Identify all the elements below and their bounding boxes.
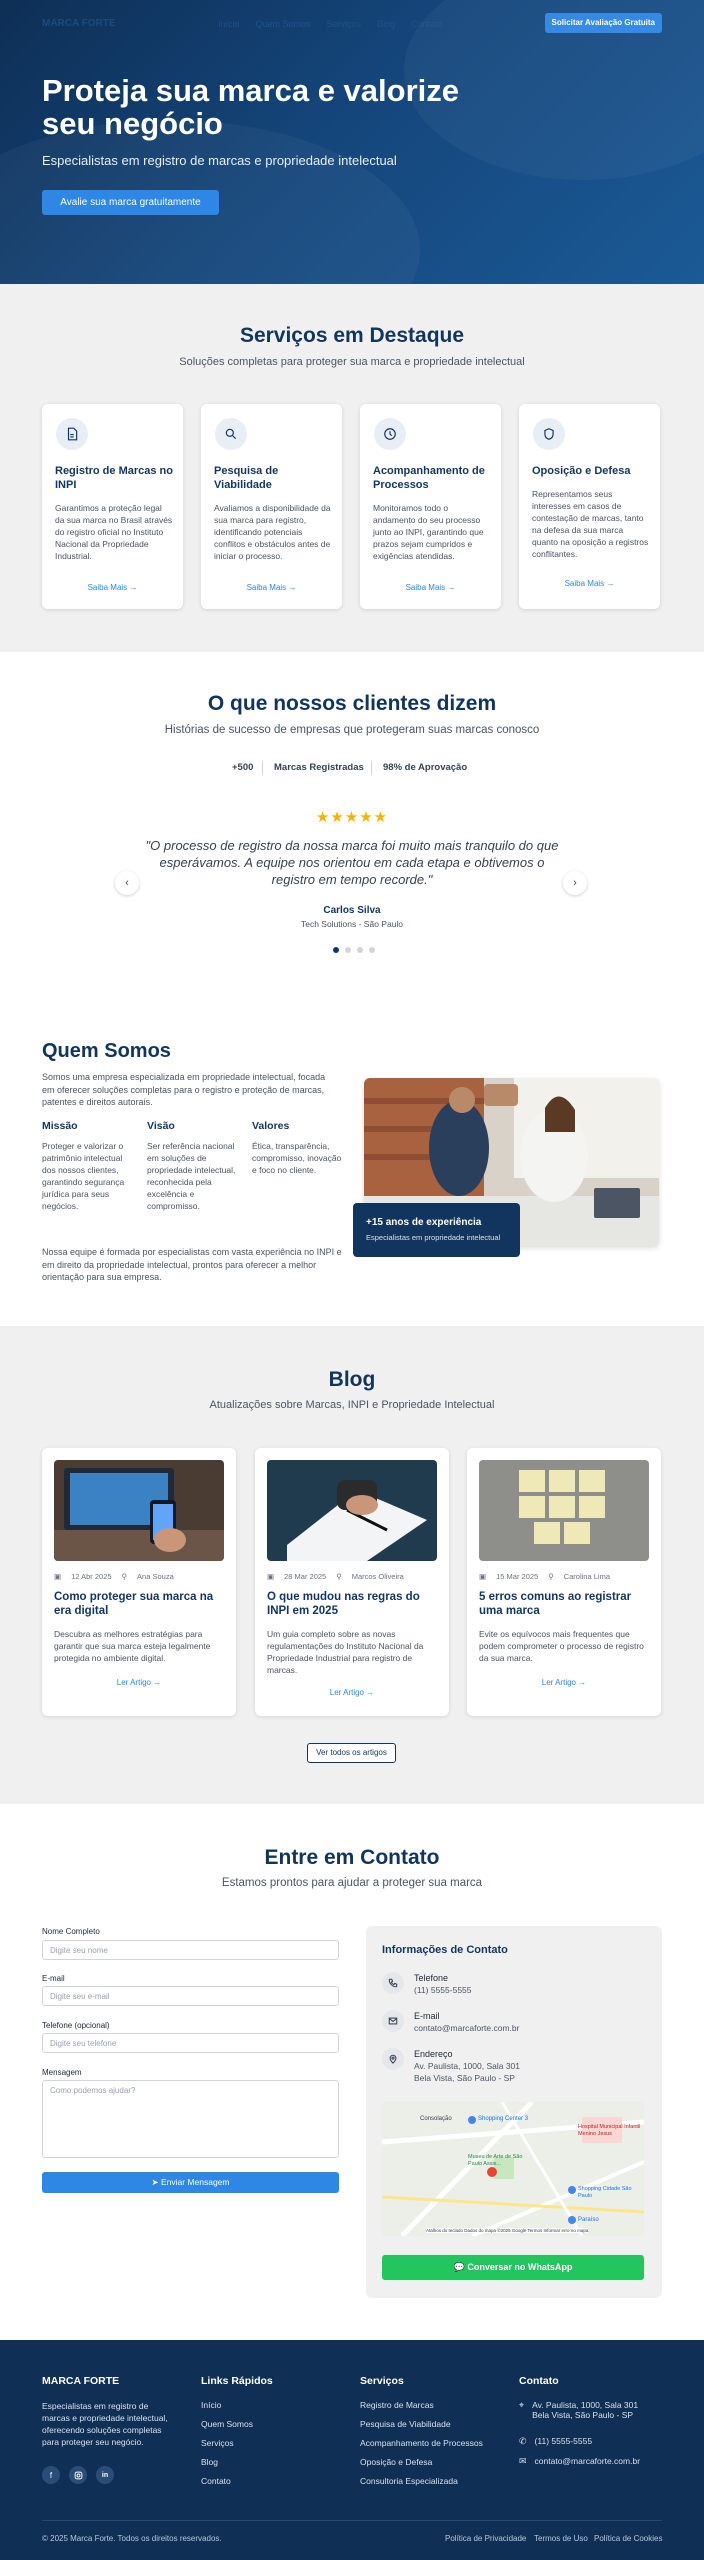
nav-item-quem-somos[interactable]: Quem Somos: [255, 19, 311, 29]
about-outro: Nossa equipe é formada por especialistas com vasta experiência no INPI e em direito da propriedade intelectual, prontos para oferecer a melhor orientação para sua empresa.: [42, 1247, 342, 1282]
blog-post-title[interactable]: O que mudou nas regras do INPI em 2025: [267, 1591, 420, 1617]
footer-cookies-link[interactable]: Política de Cookies: [594, 2534, 663, 2543]
about-title: Quem Somos: [42, 1040, 171, 1062]
map-attribution: Atalhos do teclado Dados do mapa ©2025 Google Termos Informar erro no mapa: [426, 2228, 589, 2233]
services-title: Serviços em Destaque: [239, 324, 465, 347]
blog-image-signing: [267, 1460, 437, 1561]
map-label: Consolação: [420, 2116, 452, 2122]
contact-info-title: Informações de Contato: [382, 1944, 508, 1956]
phone-input[interactable]: Digite seu telefone: [42, 2033, 339, 2053]
message-label: Mensagem: [42, 2068, 82, 2077]
contact-phone: Telefone (11) 5555-5555: [382, 1972, 472, 1996]
carousel-dot[interactable]: [333, 947, 339, 953]
blog-card[interactable]: [467, 1448, 661, 1716]
footer-service-link[interactable]: Consultoria Especializada: [360, 2476, 458, 2486]
mail-icon: [382, 2010, 404, 2032]
whatsapp-button[interactable]: 💬 Conversar no WhatsApp: [382, 2255, 644, 2280]
nav-menu: [218, 19, 443, 29]
footer-service-link[interactable]: Acompanhamento de Processos: [360, 2438, 483, 2448]
document-icon: [56, 418, 88, 450]
calendar-icon: ▣: [479, 1572, 487, 1581]
blog-image-sticky-notes: [479, 1460, 649, 1561]
service-title: Pesquisa de Viabilidade: [214, 465, 279, 491]
footer-address: ⌖ Av. Paulista, 1000, Sala 301 Bela Vista, São Paulo - SP: [519, 2400, 639, 2420]
experience-badge-subtitle: Especialistas em propriedade intelectual: [366, 1233, 501, 1242]
testimonials-title: O que nossos clientes dizem: [207, 692, 497, 715]
chevron-right-icon: ›: [573, 877, 577, 889]
footer-link-servicos[interactable]: Serviços: [201, 2438, 234, 2448]
user-icon: ⚲: [548, 1572, 554, 1581]
carousel-dot[interactable]: [345, 947, 351, 953]
footer-terms-link[interactable]: Termos de Uso: [534, 2534, 588, 2543]
blog-meta: ▣ 15 Mar 2025 ⚲ Carolina Lima: [479, 1572, 610, 1581]
services-subtitle: Soluções completas para proteger sua marca e propriedade intelectual: [179, 356, 525, 368]
footer-privacy-link[interactable]: Política de Privacidade: [445, 2534, 527, 2543]
footer-divider: [42, 2520, 662, 2521]
map-label: Paraíso: [578, 2217, 599, 2223]
blog-post-excerpt: Descubra as melhores estratégias para garantir que sua marca esteja legalmente protegida no ambiente digital.: [54, 1629, 211, 1663]
clock-icon: [374, 418, 406, 450]
map-pin-icon: [382, 2048, 404, 2070]
about-values: Valores Ética, transparência, compromisso, inovação e foco no cliente.: [252, 1120, 342, 1175]
email-label: E-mail: [42, 1974, 65, 1983]
testimonial-author: Carlos Silva: [323, 905, 381, 916]
service-text: Monitoramos todo o andamento do seu processo junto ao INPI, garantindo que prazos sejam cumpridos e exigências atendidas.: [373, 503, 484, 561]
footer-link-contato[interactable]: Contato: [201, 2476, 231, 2486]
experience-badge: [353, 1203, 520, 1257]
nav-item-contato[interactable]: Contato: [411, 19, 443, 29]
nav-item-blog[interactable]: Blog: [377, 19, 396, 29]
user-icon: ⚲: [336, 1572, 342, 1581]
linkedin-icon[interactable]: in: [96, 2466, 114, 2484]
submit-button[interactable]: ➤ Enviar Mensagem: [42, 2172, 339, 2193]
name-label: Nome Completo: [42, 1927, 100, 1936]
phone-icon: [382, 1972, 404, 1994]
hero-section: [0, 0, 704, 284]
footer-service-link[interactable]: Oposição e Defesa: [360, 2457, 433, 2467]
service-card: [201, 404, 342, 609]
phone-icon: ✆: [519, 2436, 527, 2446]
footer-service-link[interactable]: Pesquisa de Viabilidade: [360, 2419, 451, 2429]
testimonials-subtitle: Histórias de sucesso de empresas que protegeram suas marcas conosco: [164, 724, 540, 736]
footer-services-title: Serviços: [360, 2375, 404, 2387]
stat-divider: [371, 761, 372, 775]
carousel-prev-button[interactable]: [115, 871, 139, 895]
blog-card[interactable]: [255, 1448, 449, 1716]
blog-meta: ▣ 12 Abr 2025 ⚲ Ana Souza: [54, 1572, 174, 1581]
service-more-link[interactable]: Saiba Mais →: [87, 583, 138, 592]
message-textarea[interactable]: Como podemos ajudar?: [42, 2080, 339, 2158]
carousel-dot[interactable]: [369, 947, 375, 953]
footer-description: Especialistas em registro de marcas e propriedade intelectual, oferecendo soluções completas para proteger seu negócio.: [42, 2401, 168, 2447]
blog-subtitle: Atualizações sobre Marcas, INPI e Propriedade Intelectual: [209, 1399, 495, 1411]
map-label: Shopping Cidade São Paulo: [578, 2186, 632, 2199]
testimonial-quote: "O processo de registro da nossa marca foi muito mais tranquilo do que esperávamos. A equipe nos orientou em cada etapa e obtivemos o registro em tempo recorde.": [145, 838, 559, 887]
blog-post-excerpt: Evite os equívocos mais frequentes que podem comprometer o processo de registro da sua marca.: [479, 1629, 644, 1663]
about-intro: Somos uma empresa especializada em propriedade intelectual, focada em oferecer soluções completas para o registro e proteção de marcas, patentes e direitos autorais.: [42, 1072, 326, 1107]
hero-subtitle: Especialistas em registro de marcas e propriedade intelectual: [42, 153, 397, 168]
footer-link-quem-somos[interactable]: Quem Somos: [201, 2419, 253, 2429]
map-label: Museu de Arte de São Paulo Assis...: [468, 2154, 523, 2167]
blog-image-phone: [54, 1460, 224, 1561]
blog-read-link[interactable]: Ler Artigo →: [541, 1678, 587, 1687]
footer: [0, 2340, 704, 2560]
service-title: Oposição e Defesa: [532, 465, 631, 477]
service-card: [42, 404, 183, 609]
stat-count: +500: [232, 762, 254, 773]
stat-label: Marcas Registradas: [274, 762, 364, 773]
calendar-icon: ▣: [267, 1572, 275, 1581]
map-label: Hospital Municipal Infantil Menino Jesus: [578, 2124, 641, 2137]
nav-item-inicio[interactable]: Início: [218, 19, 240, 29]
blog-post-excerpt: Um guia completo sobre as novas regulamentações do Instituto Nacional da Propriedade Industrial para registro de marcas.: [267, 1629, 424, 1675]
top-navbar: [0, 13, 704, 33]
calendar-icon: ▣: [54, 1572, 62, 1581]
location-map[interactable]: [382, 2102, 644, 2236]
nav-cta-button[interactable]: Solicitar Avaliação Gratuita: [545, 13, 662, 33]
mail-icon: ✉: [519, 2456, 527, 2466]
send-icon: ➤: [151, 2177, 159, 2187]
service-more-link[interactable]: Saiba Mais →: [405, 583, 456, 592]
nav-logo[interactable]: MARCA FORTE: [42, 18, 116, 29]
map-label: Shopping Center 3: [478, 2116, 529, 2122]
user-icon: ⚲: [121, 1572, 128, 1581]
service-title: Registro de Marcas no INPI: [55, 465, 173, 491]
all-articles-button[interactable]: Ver todos os artigos: [307, 1743, 396, 1763]
service-card: [519, 404, 660, 609]
footer-service-link[interactable]: Registro de Marcas: [360, 2400, 434, 2410]
blog-post-title[interactable]: Como proteger sua marca na era digital: [54, 1591, 214, 1617]
experience-badge-title: +15 anos de experiência: [366, 1217, 482, 1228]
contact-address: Endereço Av. Paulista, 1000, Sala 301 Bela Vista, São Paulo - SP: [382, 2048, 520, 2084]
carousel-dot[interactable]: [357, 947, 363, 953]
service-text: Garantimos a proteção legal da sua marca no Brasil através do registro oficial no Instituto Nacional da Propriedade Industrial.: [55, 503, 173, 561]
blog-post-title[interactable]: 5 erros comuns ao registrar uma marca: [479, 1591, 632, 1617]
hero-title: Proteja sua marca e valorize seu negócio: [42, 73, 460, 141]
contact-title: Entre em Contato: [264, 1846, 440, 1869]
footer-contact-title: Contato: [519, 2375, 559, 2387]
chevron-left-icon: ‹: [125, 877, 129, 889]
footer-link-inicio[interactable]: Início: [201, 2400, 222, 2410]
testimonial-company: Tech Solutions - São Paulo: [300, 919, 404, 929]
rating-stars: ★★★★★: [315, 809, 389, 826]
name-input[interactable]: Digite seu nome: [42, 1940, 339, 1960]
service-card: [360, 404, 501, 609]
blog-card[interactable]: [42, 1448, 236, 1716]
contact-email: E-mail contato@marcaforte.com.br: [382, 2010, 519, 2034]
shield-icon: [533, 418, 565, 450]
stat-approval: 98% de Aprovação: [383, 762, 468, 773]
footer-phone[interactable]: ✆ (11) 5555-5555: [519, 2436, 593, 2446]
footer-links-title: Links Rápidos: [201, 2375, 273, 2387]
about-vision: Visão Ser referência nacional em soluções de propriedade intelectual, reconhecida pela excelência e compromisso.: [147, 1120, 236, 1211]
map-pin-icon: ⌖: [519, 2400, 525, 2410]
footer-brand: MARCA FORTE: [42, 2375, 120, 2387]
search-icon: [215, 418, 247, 450]
blog-read-link[interactable]: Ler Artigo →: [116, 1678, 162, 1687]
nav-item-servicos[interactable]: Serviços: [326, 19, 362, 29]
instagram-icon[interactable]: [69, 2466, 87, 2484]
service-more-link[interactable]: Saiba Mais →: [564, 579, 615, 588]
stat-divider: [262, 761, 263, 775]
email-input[interactable]: Digite seu e-mail: [42, 1986, 339, 2006]
carousel-next-button[interactable]: [563, 871, 587, 895]
facebook-icon[interactable]: f: [42, 2466, 60, 2484]
hero-cta-button[interactable]: Avalie sua marca gratuitamente: [42, 190, 219, 215]
footer-link-blog[interactable]: Blog: [201, 2457, 219, 2467]
contact-subtitle: Estamos prontos para ajudar a proteger sua marca: [221, 1877, 483, 1889]
chat-icon: 💬: [453, 2262, 465, 2272]
service-title: Acompanhamento de Processos: [373, 465, 485, 491]
blog-title: Blog: [328, 1368, 376, 1391]
service-more-link[interactable]: Saiba Mais →: [246, 583, 297, 592]
blog-meta: ▣ 28 Mar 2025 ⚲ Marcos Oliveira: [267, 1572, 404, 1581]
service-text: Avaliamos a disponibilidade da sua marca para registro, identificando potenciais conflitos e obstáculos antes de iniciar o processo.: [214, 503, 331, 561]
footer-email[interactable]: ✉ contato@marcaforte.com.br: [519, 2456, 641, 2466]
footer-copyright: © 2025 Marca Forte. Todos os direitos reservados.: [42, 2534, 222, 2543]
blog-read-link[interactable]: Ler Artigo →: [329, 1688, 375, 1697]
about-mission: Missão Proteger e valorizar o patrimônio intelectual dos nossos clientes, garantindo segurança jurídica para seus negócios.: [42, 1120, 125, 1211]
phone-label: Telefone (opcional): [42, 2021, 110, 2030]
service-text: Representamos seus interesses em casos de contestação de marcas, tanto na defesa da sua marca quanto na oposição a registros conflitantes.: [532, 489, 649, 559]
